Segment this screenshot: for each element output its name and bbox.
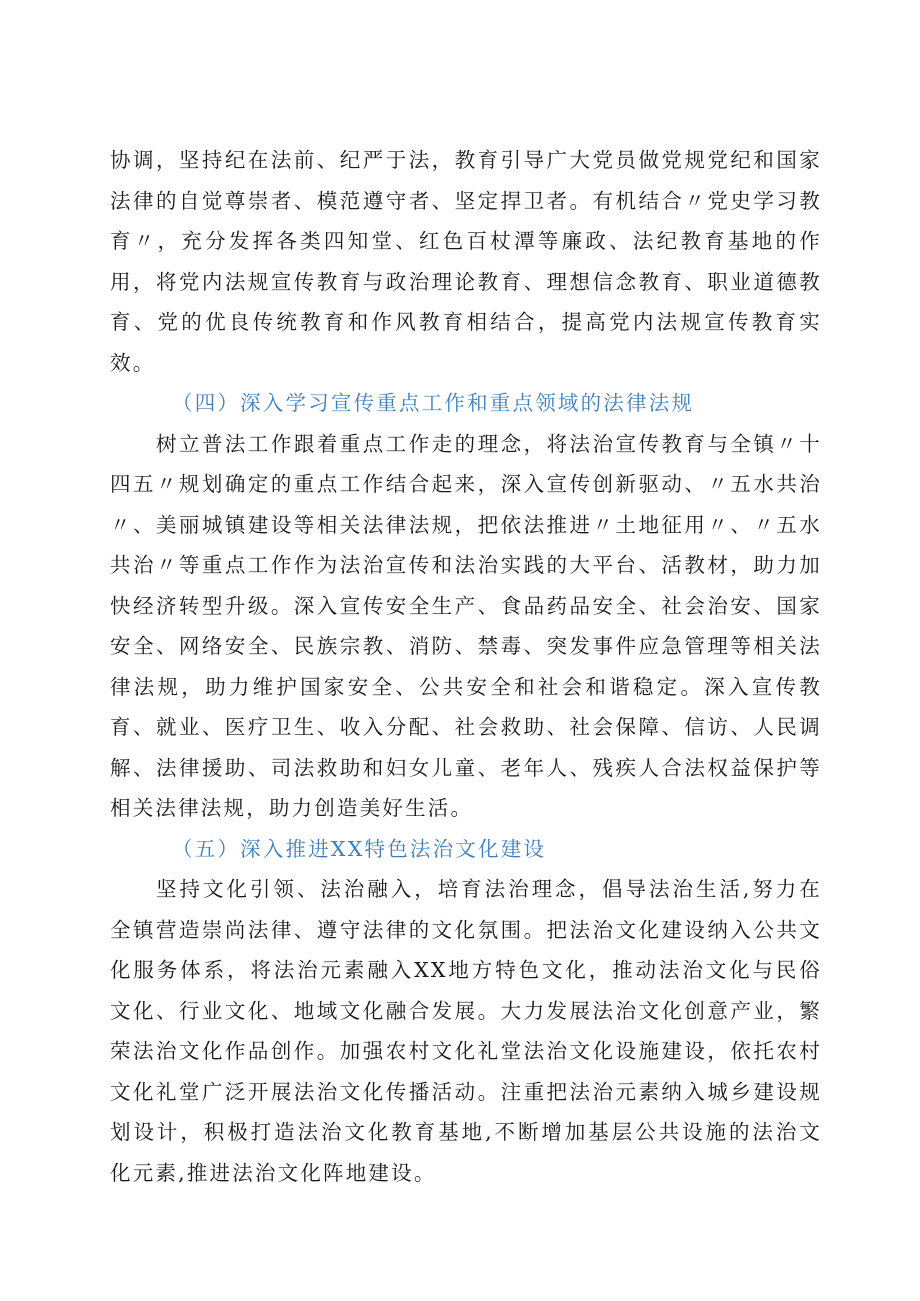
document-body	[110, 140, 822, 1193]
paragraph-key-work-laws: 树立普法工作跟着重点工作走的理念，将法治宣传教育与全镇〃十四五〃规划确定的重点工作结合起来，深入宣传创新驱动、〃五水共治〃、美丽城镇建设等相关法律法规，把依法推进〃土地征用〃、〃五水共治〃等重点工作作为法治宣传和法治实践的大平台、活教材，助力加快经济转型升级。深入宣传安全生产、食品药品安全、社会治安、国家安全、网络安全、民族宗教、消防、禁毒、突发事件应急管理等相关法律法规，助力维护国家安全、公共安全和社会和谐稳定。深入宣传教育、就业、医疗卫生、收入分配、社会救助、社会保障、信访、人民调解、法律援助、司法救助和妇女儿童、老年人、残疾人合法权益保护等相关法律法规，助力创造美好生活。	[110, 431, 822, 820]
section-heading-4: （四）深入学习宣传重点工作和重点领域的法律法规	[172, 391, 695, 415]
section-heading-5: （五）深入推进XX特色法治文化建设	[172, 836, 547, 861]
paragraph-legal-culture: 坚持文化引领、法治融入，培育法治理念，倡导法治生活,努力在全镇营造崇尚法律、遵守法律的文化氛围。把法治文化建设纳入公共文化服务体系，将法治元素融入XX地方特色文化，推动法治文化与民俗文化、行业文化、地域文化融合发展。大力发展法治文化创意产业，繁荣法治文化作品创作。加强农村文化礼堂法治文化设施建设，依托农村文化礼堂广泛开展法治文化传播活动。注重把法治元素纳入城乡建设规划设计，积极打造法治文化教育基地,不断增加基层公共设施的法治文化元素,推进法治文化阵地建设。	[110, 877, 822, 1185]
paragraph-party-regulations: 协调，坚持纪在法前、纪严于法，教育引导广大党员做党规党纪和国家法律的自觉尊崇者、模范遵守者、坚定捍卫者。有机结合〃党史学习教育〃，充分发挥各类四知堂、红色百杖潭等廉政、法纪教育基地的作用，将党内法规宣传教育与政治理论教育、理想信念教育、职业道德教育、党的优良传统教育和作风教育相结合，提高党内法规宣传教育实效。	[110, 148, 822, 375]
